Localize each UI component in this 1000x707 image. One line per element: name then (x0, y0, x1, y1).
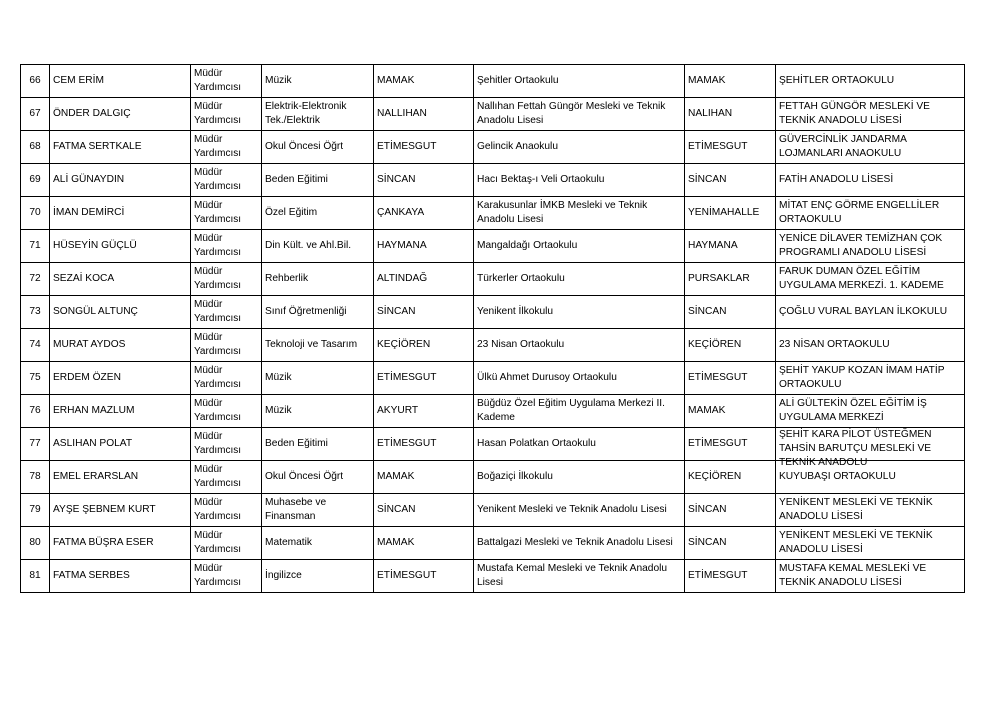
branch: Okul Öncesi Öğrt (265, 471, 344, 482)
branch-cell (262, 98, 374, 131)
new-district-cell (685, 65, 776, 98)
table-row (21, 65, 965, 98)
row-number-cell (21, 560, 50, 593)
role: Müdür Yardımcısı (194, 266, 242, 291)
current-district-cell (374, 65, 474, 98)
role-cell (191, 395, 262, 428)
new-district-cell (685, 197, 776, 230)
role: Müdür Yardımcısı (194, 530, 242, 555)
row-number: 66 (29, 75, 41, 86)
branch: Elektrik-Elektronik Tek./Elektrik (265, 101, 347, 126)
new-district-cell (685, 494, 776, 527)
branch: Teknoloji ve Tasarım (265, 339, 358, 350)
current-school: Şehitler Ortaokulu (477, 75, 559, 86)
row-number-cell (21, 362, 50, 395)
row-number-cell (21, 164, 50, 197)
new-district: SİNCAN (688, 504, 727, 515)
current-school: Türkerler Ortaokulu (477, 273, 565, 284)
person-name: EMEL ERARSLAN (53, 471, 139, 482)
current-district: NALLIHAN (377, 108, 427, 119)
person-name-cell (50, 362, 191, 395)
current-school: 23 Nisan Ortaokulu (477, 339, 565, 350)
branch-cell (262, 296, 374, 329)
row-number: 71 (29, 240, 41, 251)
new-district-cell (685, 164, 776, 197)
current-district: SİNCAN (377, 306, 416, 317)
new-district: MAMAK (688, 75, 726, 86)
new-district: PURSAKLAR (688, 273, 750, 284)
current-school: Karakusunlar İMKB Mesleki ve Teknik Anadolu Lisesi (477, 200, 648, 225)
role-cell (191, 329, 262, 362)
new-school-cell (776, 65, 965, 98)
current-district-cell (374, 428, 474, 461)
new-district: ETİMESGUT (688, 141, 748, 152)
new-school-cell (776, 197, 965, 230)
person-name: MURAT AYDOS (53, 339, 126, 350)
row-number-cell (21, 329, 50, 362)
table-row (21, 263, 965, 296)
row-number-cell (21, 494, 50, 527)
person-name: FATMA BÜŞRA ESER (53, 537, 154, 548)
current-school: Mangaldağı Ortaokulu (477, 240, 578, 251)
role-cell (191, 362, 262, 395)
current-district: ALTINDAĞ (377, 273, 428, 284)
person-name-cell (50, 527, 191, 560)
current-district: KEÇİÖREN (377, 339, 431, 350)
new-school: FATİH ANADOLU LİSESİ (779, 174, 894, 185)
person-name: FATMA SERTKALE (53, 141, 142, 152)
row-number-cell (21, 230, 50, 263)
new-district: SİNCAN (688, 537, 727, 548)
new-school-cell (776, 230, 965, 263)
new-school: ÇOĞLU VURAL BAYLAN İLKOKULU (779, 306, 948, 317)
new-school: ŞEHİT YAKUP KOZAN İMAM HATİP ORTAOKULU (779, 365, 945, 390)
branch: Beden Eğitimi (265, 438, 328, 449)
current-district-cell (374, 131, 474, 164)
new-school-cell (776, 494, 965, 527)
role: Müdür Yardımcısı (194, 431, 242, 456)
current-school-cell (474, 230, 685, 263)
person-name: ASLIHAN POLAT (53, 438, 133, 449)
new-district: NALIHAN (688, 108, 733, 119)
row-number: 69 (29, 174, 41, 185)
person-name-cell (50, 329, 191, 362)
current-school-cell (474, 395, 685, 428)
table-row (21, 362, 965, 395)
table-row (21, 560, 965, 593)
new-district-cell (685, 263, 776, 296)
new-school-cell (776, 329, 965, 362)
current-school-cell (474, 527, 685, 560)
branch: İngilizce (265, 570, 302, 581)
new-school: GÜVERCİNLİK JANDARMA LOJMANLARI ANAOKULU (779, 134, 907, 159)
current-district-cell (374, 527, 474, 560)
new-district: SİNCAN (688, 174, 727, 185)
role-cell (191, 560, 262, 593)
new-school-cell (776, 98, 965, 131)
current-school-cell (474, 98, 685, 131)
current-school-cell (474, 428, 685, 461)
current-district: ÇANKAYA (377, 207, 425, 218)
new-district-cell (685, 131, 776, 164)
person-name: ERDEM ÖZEN (53, 372, 121, 383)
person-name: HÜSEYİN GÜÇLÜ (53, 240, 137, 251)
current-school-cell (474, 131, 685, 164)
current-district-cell (374, 230, 474, 263)
current-school-cell (474, 329, 685, 362)
branch: Din Kült. ve Ahl.Bil. (265, 240, 352, 251)
row-number: 79 (29, 504, 41, 515)
person-name-cell (50, 494, 191, 527)
current-district-cell (374, 560, 474, 593)
new-district: ETİMESGUT (688, 372, 748, 383)
new-school-cell (776, 560, 965, 593)
new-school-cell (776, 527, 965, 560)
current-school-cell (474, 560, 685, 593)
role-cell (191, 296, 262, 329)
current-district: HAYMANA (377, 240, 427, 251)
new-school: YENİCE DİLAVER TEMİZHAN ÇOK PROGRAMLI ANADOLU LİSESİ (779, 233, 943, 258)
new-district-cell (685, 461, 776, 494)
person-name: AYŞE ŞEBNEM KURT (53, 504, 156, 515)
person-name: ÖNDER DALGIÇ (53, 108, 131, 119)
role: Müdür Yardımcısı (194, 200, 242, 225)
row-number: 77 (29, 438, 41, 449)
new-school: ALİ GÜLTEKİN ÖZEL EĞİTİM İŞ UYGULAMA MERKEZİ (779, 398, 927, 423)
branch-cell (262, 428, 374, 461)
row-number: 81 (29, 570, 41, 581)
table-row (21, 428, 965, 461)
new-district: KEÇİÖREN (688, 339, 742, 350)
current-district: ETİMESGUT (377, 372, 437, 383)
role: Müdür Yardımcısı (194, 101, 242, 126)
current-school-cell (474, 362, 685, 395)
role: Müdür Yardımcısı (194, 365, 242, 390)
current-district-cell (374, 362, 474, 395)
current-district-cell (374, 197, 474, 230)
branch-cell (262, 230, 374, 263)
role: Müdür Yardımcısı (194, 464, 242, 489)
person-name: FATMA SERBES (53, 570, 130, 581)
current-school-cell (474, 296, 685, 329)
role-cell (191, 65, 262, 98)
row-number-cell (21, 296, 50, 329)
current-school-cell (474, 164, 685, 197)
current-school: Ülkü Ahmet Durusoy Ortaokulu (477, 372, 617, 383)
new-school: 23 NİSAN ORTAOKULU (779, 339, 890, 350)
current-district-cell (374, 164, 474, 197)
current-district-cell (374, 461, 474, 494)
table-row (21, 494, 965, 527)
new-school: MUSTAFA KEMAL MESLEKİ VE TEKNİK ANADOLU LİSESİ (779, 563, 927, 588)
row-number: 76 (29, 405, 41, 416)
new-school: FETTAH GÜNGÖR MESLEKİ VE TEKNİK ANADOLU LİSESİ (779, 101, 930, 126)
role-cell (191, 527, 262, 560)
new-district: ETİMESGUT (688, 570, 748, 581)
person-name-cell (50, 296, 191, 329)
current-school: Yenikent İlkokulu (477, 306, 554, 317)
branch: Muhasebe ve Finansman (265, 497, 327, 522)
current-school: Mustafa Kemal Mesleki ve Teknik Anadolu Lisesi (477, 563, 668, 588)
new-district-cell (685, 527, 776, 560)
role-cell (191, 494, 262, 527)
current-school: Büğdüz Özel Eğitim Uygulama Merkezi II. Kademe (477, 398, 665, 423)
role-cell (191, 197, 262, 230)
current-district: MAMAK (377, 537, 415, 548)
branch: Sınıf Öğretmenliği (265, 306, 347, 317)
row-number-cell (21, 461, 50, 494)
current-school-cell (474, 494, 685, 527)
new-district-cell (685, 362, 776, 395)
person-name: CEM ERİM (53, 75, 104, 86)
new-school-cell (776, 428, 965, 468)
new-district-cell (685, 329, 776, 362)
branch-cell (262, 197, 374, 230)
row-number: 73 (29, 306, 41, 317)
row-number-cell (21, 428, 50, 461)
role: Müdür Yardımcısı (194, 563, 242, 588)
row-number-cell (21, 98, 50, 131)
branch: Okul Öncesi Öğrt (265, 141, 344, 152)
new-school: ŞEHİT KARA PİLOT ÜSTEĞMEN TAHSİN BARUTÇU MESLEKİ VE TEKNİK ANADOLU (779, 429, 932, 468)
current-district: SİNCAN (377, 504, 416, 515)
new-school-cell (776, 362, 965, 395)
person-name: SONGÜL ALTUNÇ (53, 306, 138, 317)
row-number: 78 (29, 471, 41, 482)
role-cell (191, 230, 262, 263)
row-number-cell (21, 197, 50, 230)
new-district: ETİMESGUT (688, 438, 748, 449)
person-name-cell (50, 197, 191, 230)
row-number-cell (21, 263, 50, 296)
new-school-cell (776, 395, 965, 428)
branch-cell (262, 494, 374, 527)
table-row (21, 395, 965, 428)
new-school: MİTAT ENÇ GÖRME ENGELLİLER ORTAOKULU (779, 200, 940, 225)
role-cell (191, 131, 262, 164)
current-school: Gelincik Anaokulu (477, 141, 558, 152)
new-school-cell (776, 131, 965, 164)
role: Müdür Yardımcısı (194, 68, 242, 93)
person-name: ERHAN MAZLUM (53, 405, 135, 416)
row-number-cell (21, 131, 50, 164)
current-district-cell (374, 98, 474, 131)
branch-cell (262, 527, 374, 560)
role: Müdür Yardımcısı (194, 398, 242, 423)
person-name-cell (50, 65, 191, 98)
role: Müdür Yardımcısı (194, 332, 242, 357)
branch: Özel Eğitim (265, 207, 318, 218)
row-number: 67 (29, 108, 41, 119)
assignment-table (20, 64, 965, 593)
current-school-cell (474, 461, 685, 494)
new-district-cell (685, 296, 776, 329)
role: Müdür Yardımcısı (194, 233, 242, 258)
new-district-cell (685, 560, 776, 593)
branch-cell (262, 131, 374, 164)
branch-cell (262, 263, 374, 296)
table-row (21, 197, 965, 230)
branch-cell (262, 560, 374, 593)
table-row (21, 98, 965, 131)
role: Müdür Yardımcısı (194, 134, 242, 159)
new-school: KUYUBAŞI ORTAOKULU (779, 471, 896, 482)
branch: Rehberlik (265, 273, 309, 284)
branch-cell (262, 461, 374, 494)
row-number: 80 (29, 537, 41, 548)
branch-cell (262, 329, 374, 362)
new-district-cell (685, 395, 776, 428)
current-district-cell (374, 263, 474, 296)
new-district: KEÇİÖREN (688, 471, 742, 482)
row-number: 72 (29, 273, 41, 284)
role-cell (191, 461, 262, 494)
current-school-cell (474, 65, 685, 98)
person-name: SEZAİ KOCA (53, 273, 115, 284)
table-row (21, 230, 965, 263)
current-school: Hacı Bektaş-ı Veli Ortaokulu (477, 174, 605, 185)
branch: Müzik (265, 372, 292, 383)
branch: Matematik (265, 537, 312, 548)
new-school-cell (776, 263, 965, 296)
person-name-cell (50, 230, 191, 263)
current-district-cell (374, 494, 474, 527)
new-school-cell (776, 296, 965, 329)
new-district: HAYMANA (688, 240, 738, 251)
person-name-cell (50, 98, 191, 131)
current-school: Boğaziçi İlkokulu (477, 471, 553, 482)
current-school: Nallıhan Fettah Güngör Mesleki ve Teknik Anadolu Lisesi (477, 101, 666, 126)
person-name: ALİ GÜNAYDIN (53, 174, 125, 185)
branch: Müzik (265, 405, 292, 416)
branch-cell (262, 395, 374, 428)
person-name-cell (50, 395, 191, 428)
table-body (21, 65, 965, 593)
current-school-cell (474, 263, 685, 296)
new-district-cell (685, 428, 776, 461)
role-cell (191, 263, 262, 296)
branch-cell (262, 164, 374, 197)
branch: Beden Eğitimi (265, 174, 328, 185)
role: Müdür Yardımcısı (194, 497, 242, 522)
table-row (21, 527, 965, 560)
new-school-cell (776, 164, 965, 197)
table-row (21, 164, 965, 197)
row-number: 70 (29, 207, 41, 218)
new-district-cell (685, 98, 776, 131)
current-school: Hasan Polatkan Ortaokulu (477, 438, 596, 449)
row-number-cell (21, 65, 50, 98)
row-number-cell (21, 527, 50, 560)
role: Müdür Yardımcısı (194, 167, 242, 192)
role-cell (191, 98, 262, 131)
current-district-cell (374, 395, 474, 428)
role: Müdür Yardımcısı (194, 299, 242, 324)
table-row (21, 329, 965, 362)
new-district: YENİMAHALLE (688, 207, 760, 218)
current-district-cell (374, 296, 474, 329)
current-district: SİNCAN (377, 174, 416, 185)
current-district: MAMAK (377, 75, 415, 86)
person-name: İMAN DEMİRCİ (53, 207, 125, 218)
current-district: ETİMESGUT (377, 141, 437, 152)
branch-cell (262, 362, 374, 395)
new-school: YENİKENT MESLEKİ VE TEKNİK ANADOLU LİSESİ (779, 497, 933, 522)
current-district: ETİMESGUT (377, 570, 437, 581)
current-district: ETİMESGUT (377, 438, 437, 449)
new-district: SİNCAN (688, 306, 727, 317)
row-number: 68 (29, 141, 41, 152)
row-number: 75 (29, 372, 41, 383)
person-name-cell (50, 164, 191, 197)
current-school: Yenikent Mesleki ve Teknik Anadolu Lisesi (477, 504, 667, 515)
current-district-cell (374, 329, 474, 362)
assignment-table-container (20, 64, 964, 593)
person-name-cell (50, 560, 191, 593)
branch-cell (262, 65, 374, 98)
person-name-cell (50, 131, 191, 164)
person-name-cell (50, 461, 191, 494)
current-school-cell (474, 197, 685, 230)
branch: Müzik (265, 75, 292, 86)
new-school: FARUK DUMAN ÖZEL EĞİTİM UYGULAMA MERKEZİ. 1. KADEME (779, 266, 944, 291)
new-school: ŞEHİTLER ORTAOKULU (779, 75, 895, 86)
person-name-cell (50, 263, 191, 296)
row-number: 74 (29, 339, 41, 350)
table-row (21, 296, 965, 329)
row-number-cell (21, 395, 50, 428)
person-name-cell (50, 428, 191, 461)
current-district: MAMAK (377, 471, 415, 482)
current-district: AKYURT (377, 405, 419, 416)
role-cell (191, 164, 262, 197)
current-school: Battalgazi Mesleki ve Teknik Anadolu Lisesi (477, 537, 673, 548)
new-district: MAMAK (688, 405, 726, 416)
new-district-cell (685, 230, 776, 263)
table-row (21, 131, 965, 164)
new-school: YENİKENT MESLEKİ VE TEKNİK ANADOLU LİSESİ (779, 530, 933, 555)
role-cell (191, 428, 262, 461)
